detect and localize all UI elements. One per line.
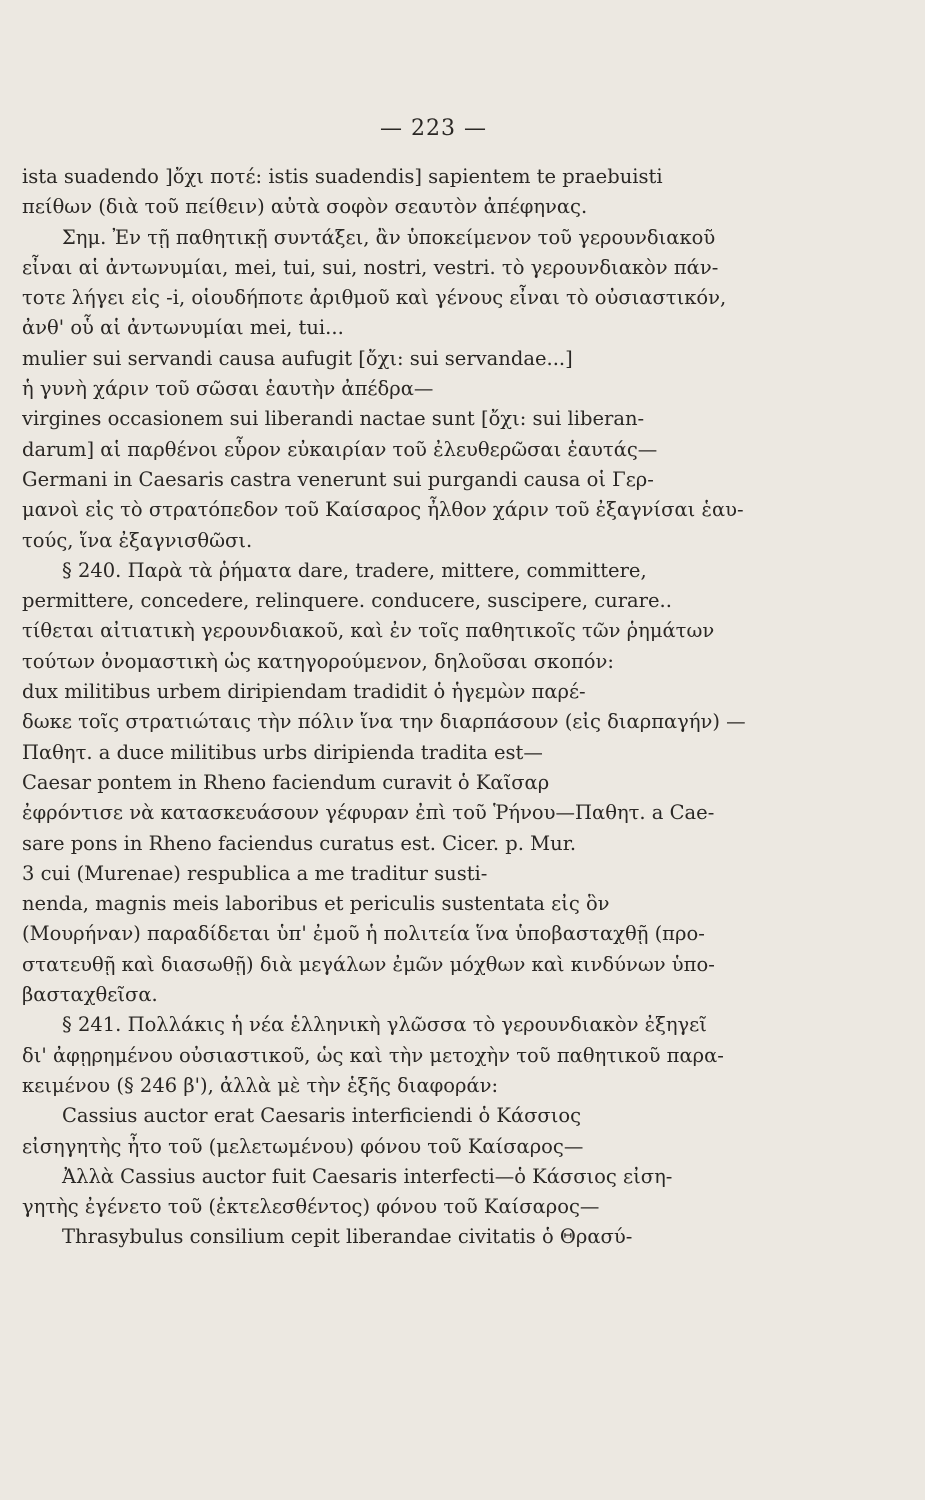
text-line: Cassius auctor erat Caesaris interficiendi ὁ Κάσσιος (62, 1104, 582, 1128)
text-line: κειμένου (§ 246 β'), ἀλλὰ μὲ τὴν ἑξῆς διαφοράν: (22, 1073, 499, 1097)
text-line: 3 cui (Murenae) respublica a me traditur susti- (22, 861, 488, 885)
text-line: τοτε λήγει εἰς -i, οἱουδήποτε ἀριθμοῦ καὶ γένους εἶναι τὸ οὐσιαστικόν, (22, 286, 727, 310)
text-line: darum] αἱ παρθένοι εὗρον εὐκαιρίαν τοῦ ἐλευθερῶσαι ἑαυτάς— (22, 437, 658, 461)
text-line: sare pons in Rheno faciendus curatus est. Cicer. p. Mur. (22, 831, 577, 855)
text-line: ἡ γυνὴ χάριν τοῦ σῶσαι ἑαυτὴν ἀπέδρα— (22, 377, 434, 401)
text-line: δωκε τοῖς στρατιώταις τὴν πόλιν ἵνα την διαρπάσουν (εἰς διαρπαγήν) — (22, 710, 746, 734)
text-line: Ἀλλὰ Cassius auctor fuit Caesaris interfecti—ὁ Κάσσιος εἰση- (62, 1164, 673, 1188)
page-body (22, 162, 805, 1253)
text-line: εἰσηγητὴς ἦτο τοῦ (μελετωμένου) φόνου τοῦ Καίσαρος— (22, 1134, 584, 1158)
text-line: εἶναι αἱ ἀντωνυμίαι, mei, tui, sui, nostri, vestri. τὸ γερουνδιακὸν πάν- (22, 255, 719, 279)
text-line: mulier sui servandi causa aufugit [ὄχι: sui servandae...] (22, 346, 573, 370)
text-line: γητὴς ἐγένετο τοῦ (ἐκτελεσθέντος) φόνου τοῦ Καίσαρος— (22, 1195, 600, 1219)
section-heading-line: § 241. Πολλάκις ἡ νέα ἑλληνικὴ γλῶσσα τὸ γερουνδιακὸν ἐξηγεῖ (62, 1013, 707, 1037)
text-line: Σημ. Ἐν τῇ παθητικῇ συντάξει, ἂν ὑποκείμενον τοῦ γερουνδιακοῦ (62, 225, 716, 249)
text-line: Germani in Caesaris castra venerunt sui purgandi causa οἱ Γερ- (22, 467, 654, 491)
text-line: τίθεται αἰτιατικὴ γερουνδιακοῦ, καὶ ἐν τοῖς παθητικοῖς τῶν ῥημάτων (22, 619, 715, 643)
text-line: Caesar pontem in Rheno faciendum curavit ὁ Καῖσαρ (22, 770, 550, 794)
page-number: — 223 — (380, 116, 487, 141)
text-line: πείθων (διὰ τοῦ πείθειν) αὐτὰ σοφὸν σεαυτὸν ἀπέφηνας. (22, 195, 588, 219)
text-line: δι' ἀφῃρημένου οὐσιαστικοῦ, ὡς καὶ τὴν μετοχὴν τοῦ παθητικοῦ παρα- (22, 1043, 724, 1067)
text-line: ἀνθ' οὗ αἱ ἀντωνυμίαι mei, tui... (22, 316, 344, 340)
text-line: dux militibus urbem diripiendam tradidit ὁ ἡγεμὼν παρέ- (22, 680, 586, 704)
text-line: Thrasybulus consilium cepit liberandae civitatis ὁ Θρασύ- (62, 1225, 633, 1249)
section-heading-line: § 240. Παρὰ τὰ ῥήματα dare, tradere, mittere, committere, (62, 558, 647, 582)
text-line: (Μουρήναν) παραδίδεται ὑπ' ἐμοῦ ἡ πολιτεία ἵνα ὑποβασταχθῇ (προ- (22, 922, 705, 946)
text-line: τούτων ὀνομαστικὴ ὡς κατηγορούμενον, δηλοῦσαι σκοπόν: (22, 649, 614, 673)
text-line: βασταχθεῖσα. (22, 983, 158, 1007)
text-line: ista suadendo ]ὄχι ποτέ: istis suadendis] sapientem te praebuisti (22, 165, 663, 188)
text-line: τούς, ἵνα ἐξαγνισθῶσι. (22, 528, 253, 552)
text-line: στατευθῇ καὶ διασωθῇ) διὰ μεγάλων ἐμῶν μόχθων καὶ κινδύνων ὑπο- (22, 952, 715, 976)
text-line: μανοὶ εἰς τὸ στρατόπεδον τοῦ Καίσαρος ἦλθον χάριν τοῦ ἐξαγνίσαι ἑαυ- (22, 498, 744, 522)
text-line: Παθητ. a duce militibus urbs diripienda tradita est— (22, 740, 543, 764)
text-line: virgines occasionem sui liberandi nactae sunt [ὄχι: sui liberan- (22, 407, 645, 431)
text-line: nenda, magnis meis laboribus et periculis sustentata εἰς ὃν (22, 892, 610, 916)
text-line: ἐφρόντισε νὰ κατασκευάσουν γέφυραν ἐπὶ τοῦ Ῥήνου—Παθητ. a Cae- (22, 801, 715, 825)
text-line: permittere, concedere, relinquere. conducere, suscipere, curare.. (22, 589, 672, 613)
